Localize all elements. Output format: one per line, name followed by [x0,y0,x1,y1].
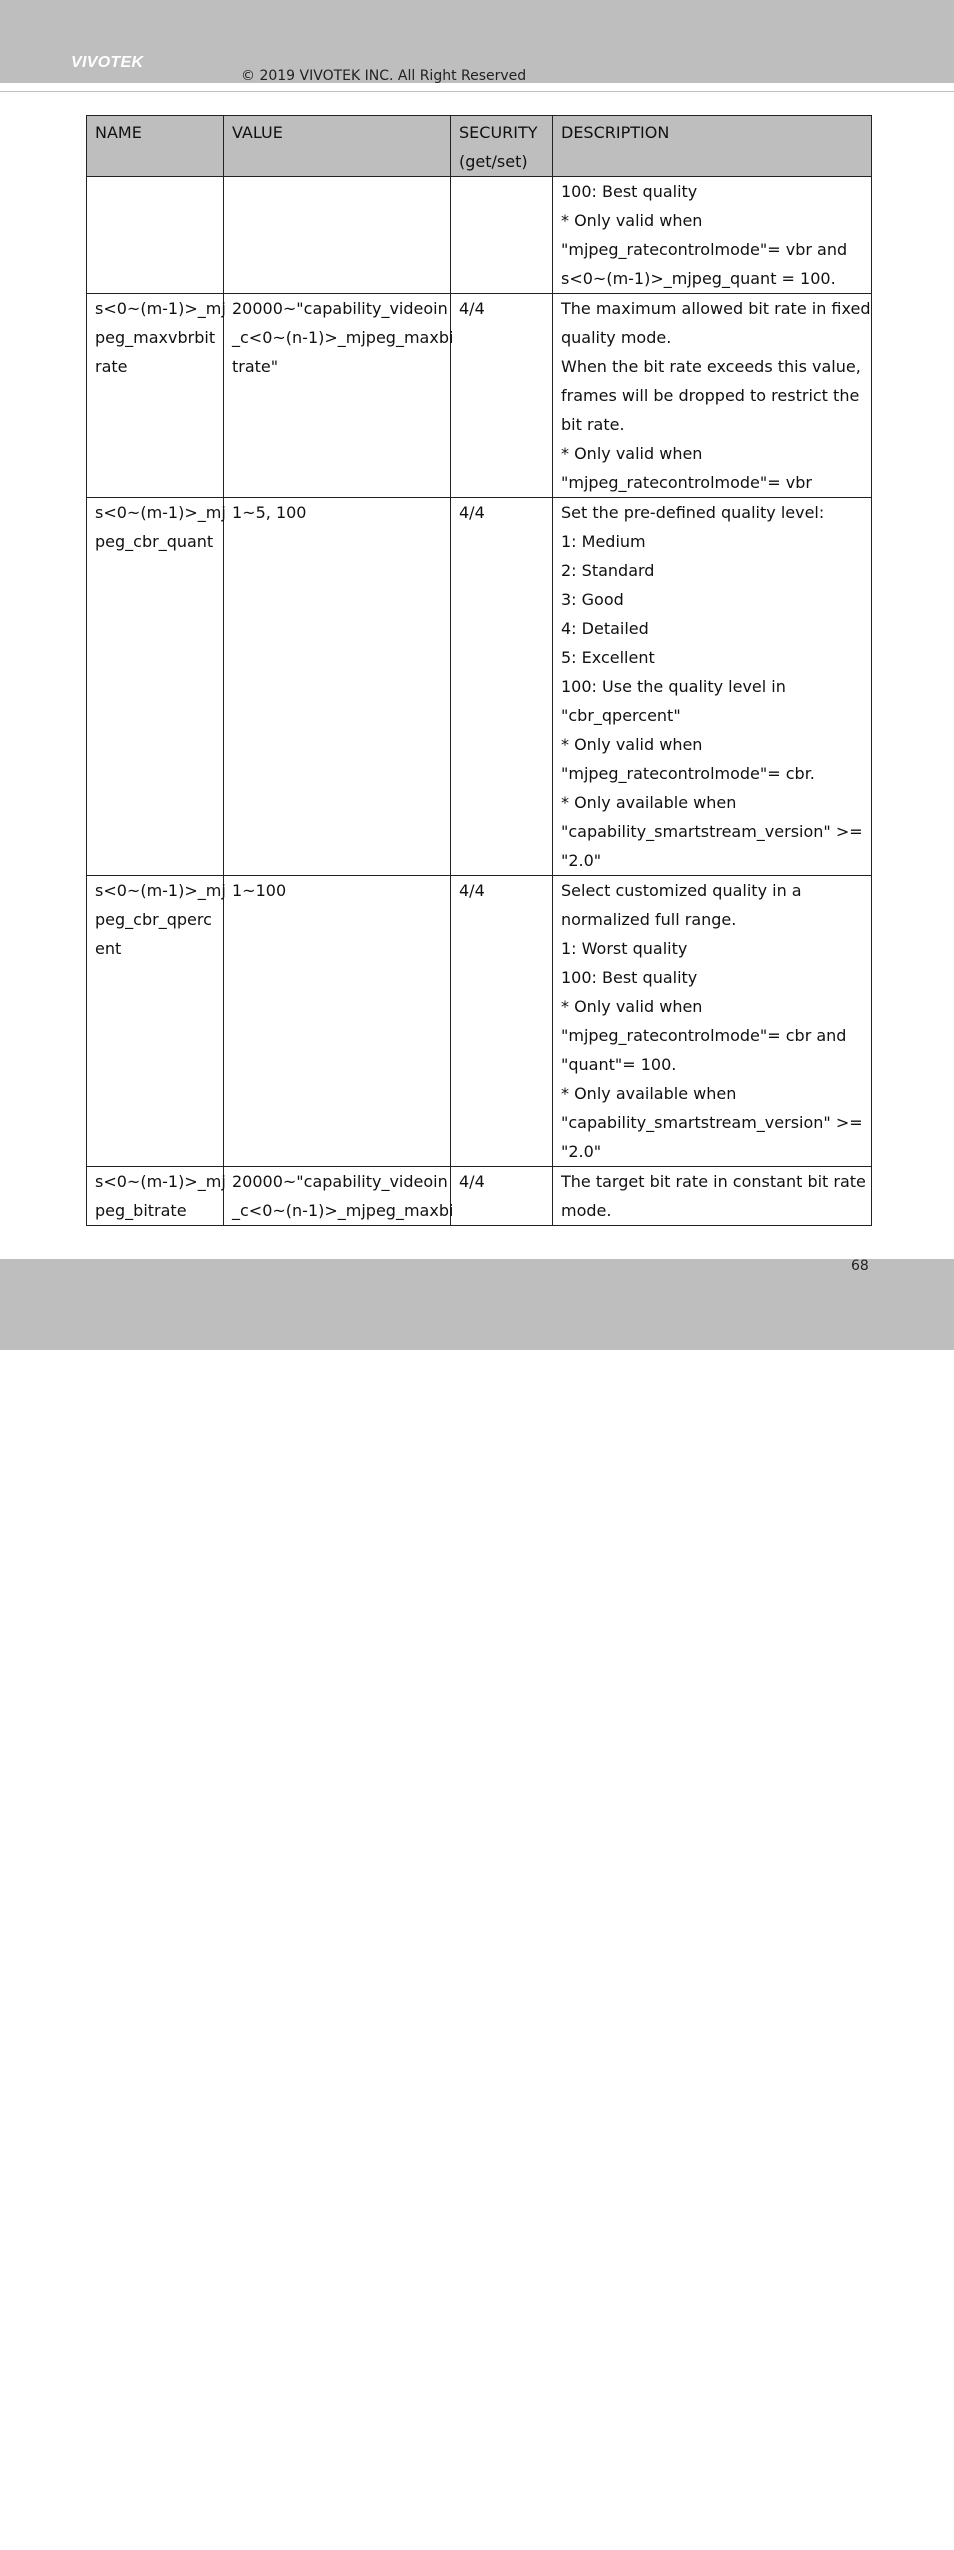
table-row [87,876,872,1167]
cell-description [553,1167,872,1226]
cell-name [87,498,224,876]
column-header-name: NAME [87,116,224,177]
brand-logo: VIVOTEK [71,54,144,71]
cell-line: 2: Standard [561,561,655,580]
cell-line: 1~5, 100 [232,503,307,522]
cell-line: s<0~(m-1)>_mj [95,881,226,900]
cell-security: 4/4 [451,294,553,498]
cell-line: 5: Excellent [561,648,655,667]
cell-line: * Only available when [561,793,737,812]
cell-security: 4/4 [451,498,553,876]
cell-line: peg_cbr_quant [95,532,214,551]
cell-line: 20000~"capability_videoin [232,299,448,318]
cell-security: 4/4 [451,1167,553,1226]
cell-line: "cbr_qpercent" [561,706,681,725]
cell-line: "mjpeg_ratecontrolmode"= vbr and [561,240,848,259]
cell-description [553,876,872,1167]
cell-line: 100: Best quality [561,968,698,987]
cell-line: "2.0" [561,1142,602,1161]
cell-name [87,294,224,498]
cell-line: Select customized quality in a [561,881,802,900]
copyright-notice: © 2019 VIVOTEK INC. All Right Reserved [241,68,527,84]
cell-line: frames will be dropped to restrict the [561,386,860,405]
cell-line: 1: Worst quality [561,939,688,958]
table-row [87,294,872,498]
cell-line: s<0~(m-1)>_mj [95,503,226,522]
cell-value [224,876,451,1167]
cell-line: _c<0~(n-1)>_mjpeg_maxbi [232,1201,454,1220]
cell-line: * Only available when [561,1084,737,1103]
cell-value [224,177,451,294]
manual-label: 200 - User's Manual [70,2534,195,2550]
table-body [87,177,872,1226]
column-header-security: SECURITY(get/set) [451,116,553,177]
cell-line: mode. [561,1201,612,1220]
cell-line: "quant"= 100. [561,1055,677,1074]
cell-line: 100: Use the quality level in [561,677,786,696]
cell-line: 100: Best quality [561,182,698,201]
cell-line: 3: Good [561,590,624,609]
cell-line: "mjpeg_ratecontrolmode"= cbr. [561,764,815,783]
table-row [87,1167,872,1226]
parameter-table [86,115,872,1226]
cell-name [87,177,224,294]
cell-line: "mjpeg_ratecontrolmode"= cbr and [561,1026,847,1045]
cell-line: 1~100 [232,881,287,900]
cell-description [553,177,872,294]
cell-line: s<0~(m-1)>_mj [95,299,226,318]
table-row [87,177,872,294]
cell-line: bit rate. [561,415,625,434]
cell-line: 4: Detailed [561,619,649,638]
cell-line: trate" [232,357,279,376]
cell-line: * Only valid when [561,211,703,230]
cell-line: The maximum allowed bit rate in fixed [561,299,871,318]
cell-line: * Only valid when [561,735,703,754]
cell-name [87,1167,224,1226]
cell-line: s<0~(m-1)>_mjpeg_quant = 100. [561,269,836,288]
cell-line: When the bit rate exceeds this value, [561,357,861,376]
cell-line: 1: Medium [561,532,646,551]
cell-line: Set the pre-defined quality level: [561,503,825,522]
header-band [0,0,954,83]
header-divider [0,91,954,92]
cell-description [553,294,872,498]
cell-line: peg_maxvbrbit [95,328,216,347]
cell-line: "2.0" [561,851,602,870]
page-number: 68 [851,1258,869,1274]
cell-line: rate [95,357,128,376]
cell-line: "capability_smartstream_version" >= [561,1113,863,1132]
cell-line: 20000~"capability_videoin [232,1172,448,1191]
cell-line: * Only valid when [561,997,703,1016]
cell-line: * Only valid when [561,444,703,463]
cell-description [553,498,872,876]
column-header-value: VALUE [224,116,451,177]
table-header-row [87,116,872,177]
footer-band [0,1259,954,2550]
cell-value [224,498,451,876]
cell-value [224,1167,454,1226]
column-header-description: DESCRIPTION [553,116,872,177]
cell-line: The target bit rate in constant bit rate [561,1172,866,1191]
cell-line: _c<0~(n-1)>_mjpeg_maxbi [232,328,454,347]
cell-line: "capability_smartstream_version" >= [561,822,863,841]
cell-value [224,294,454,498]
cell-line: quality mode. [561,328,672,347]
cell-line: peg_bitrate [95,1201,187,1220]
cell-line: normalized full range. [561,910,737,929]
cell-line: s<0~(m-1)>_mj [95,1172,226,1191]
cell-security [451,177,553,294]
cell-security: 4/4 [451,876,553,1167]
cell-line: ent [95,939,122,958]
cell-line: peg_cbr_qperc [95,910,212,929]
table-row [87,498,872,876]
cell-line: "mjpeg_ratecontrolmode"= vbr [561,473,812,492]
cell-name [87,876,224,1167]
